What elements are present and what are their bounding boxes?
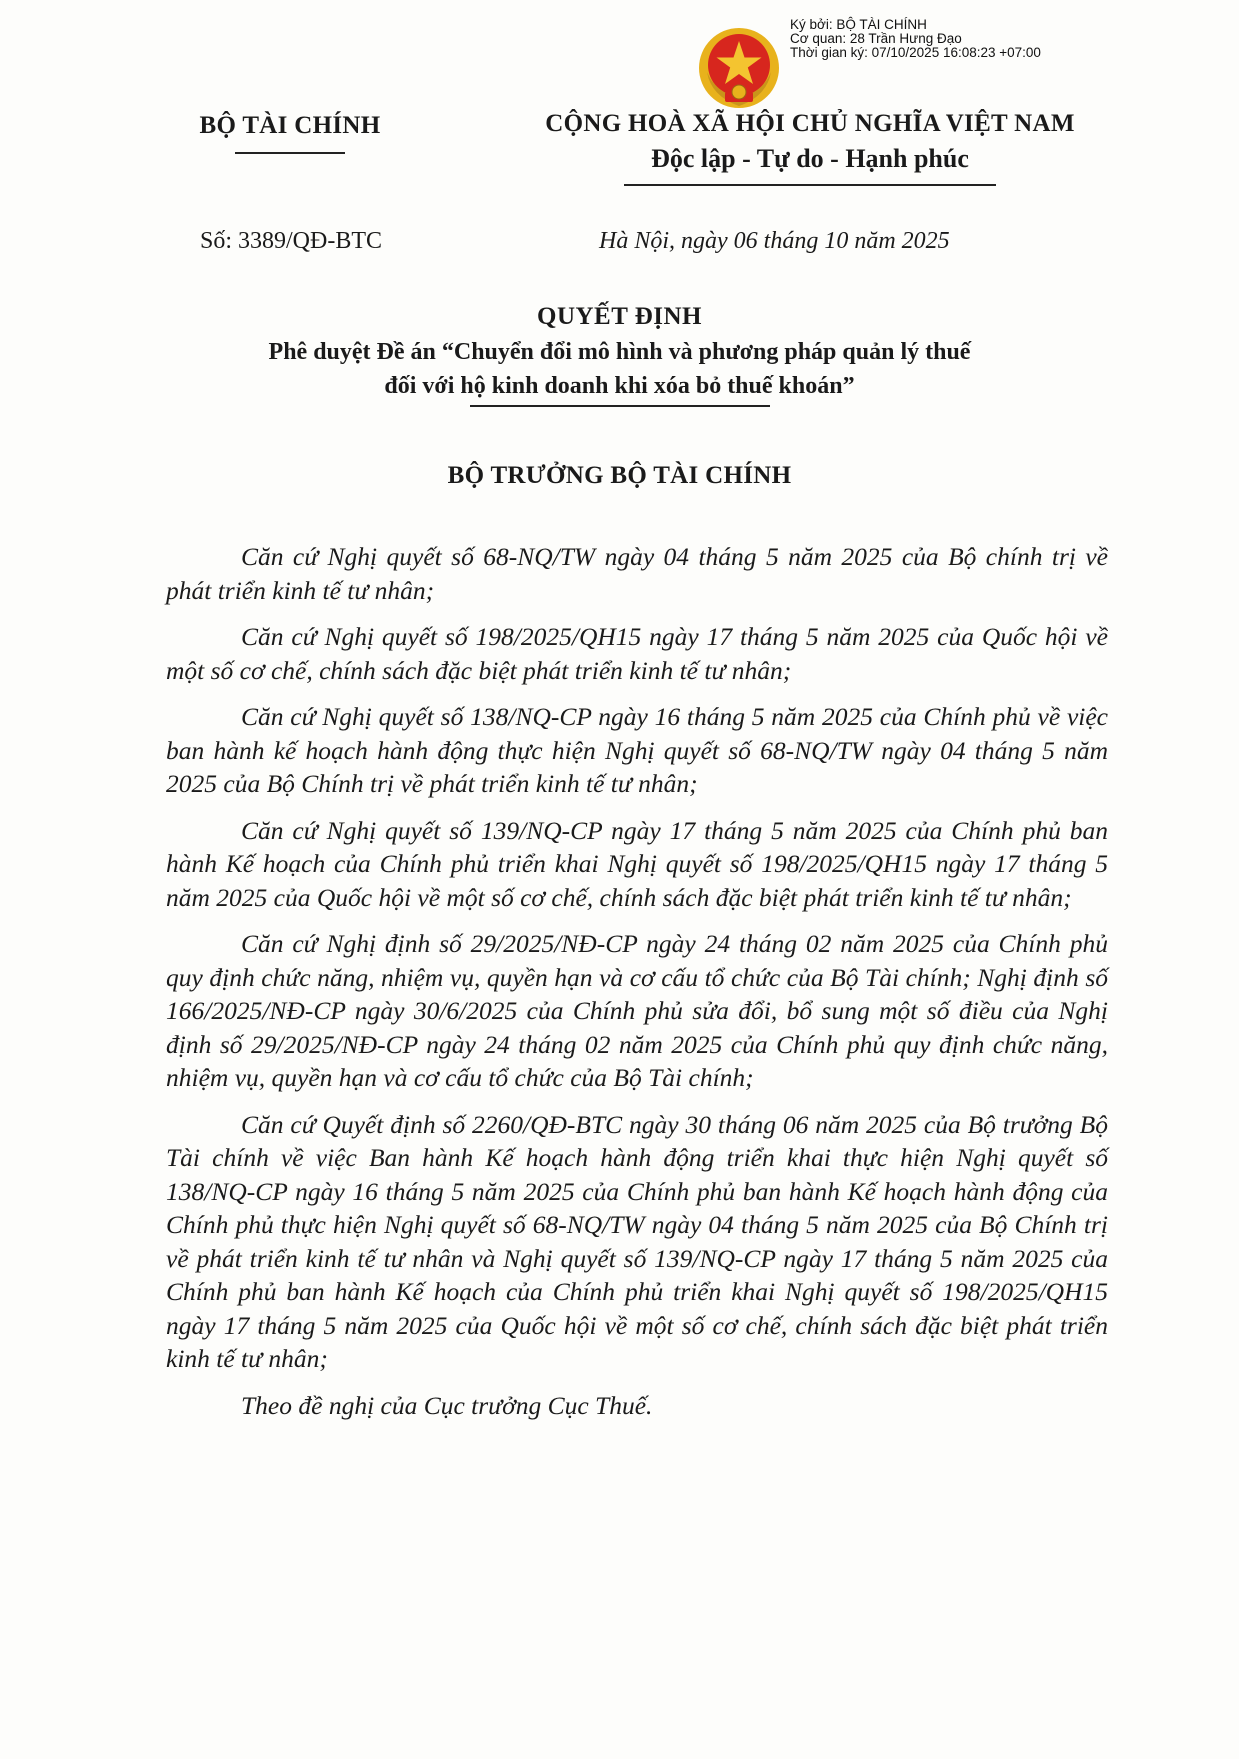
document-type: QUYẾT ĐỊNH: [537, 303, 702, 330]
legal-basis-paragraph: Căn cứ Nghị định số 29/2025/NĐ-CP ngày 24 tháng 02 năm 2025 của Chính phủ quy định chức năng, nhiệm vụ, quyền hạn và cơ cấu tổ chức của Bộ Tài chính; Nghị định số 166/2025/NĐ-CP ngày 30/6/2025 của Chính phủ sửa đổi, bổ sung một số điều của Nghị định số 29/2025/NĐ-CP ngày 24 tháng 02 năm 2025 của Chính phủ quy định chức năng, nhiệm vụ, quyền hạn và cơ cấu tổ chức của Bộ Tài chính;: [166, 929, 1108, 1092]
motto-underline: [624, 184, 996, 186]
signature-signer: Ký bởi: BỘ TÀI CHÍNH: [790, 17, 927, 32]
subject-line-2: đối với hộ kinh doanh khi xóa bỏ thuế khoán”: [384, 373, 855, 399]
place-and-date: Hà Nội, ngày 06 tháng 10 năm 2025: [599, 228, 950, 254]
national-motto: Độc lập - Tự do - Hạnh phúc: [651, 144, 969, 173]
subject-underline: [470, 405, 770, 407]
nation-name: CỘNG HOÀ XÃ HỘI CHỦ NGHĨA VIỆT NAM: [545, 110, 1075, 137]
legal-basis-paragraph: Căn cứ Nghị quyết số 198/2025/QH15 ngày 17 tháng 5 năm 2025 của Quốc hội về một số cơ chế, chính sách đặc biệt phát triển kinh tế tư nhân;: [166, 622, 1108, 685]
issuing-authority: BỘ TRƯỞNG BỘ TÀI CHÍNH: [447, 462, 792, 489]
legal-basis-paragraph: Căn cứ Nghị quyết số 138/NQ-CP ngày 16 tháng 5 năm 2025 của Chính phủ về việc ban hành kế hoạch hành động thực hiện Nghị quyết số 68-NQ/TW ngày 04 tháng 5 năm 2025 của Bộ Chính trị về phát triển kinh tế tư nhân;: [166, 702, 1108, 798]
proposal-paragraph: Theo đề nghị của Cục trưởng Cục Thuế.: [241, 1390, 653, 1420]
legal-basis-section: [166, 540, 1108, 1435]
signature-agency: Cơ quan: 28 Trần Hưng Đạo: [790, 31, 962, 46]
signature-time: Thời gian ký: 07/10/2025 16:08:23 +07:00: [790, 45, 1041, 60]
national-header: [500, 110, 1120, 186]
document-subject: [150, 335, 1089, 403]
document-number: Số: 3389/QĐ-BTC: [200, 228, 383, 254]
vietnam-national-emblem-icon: [693, 22, 785, 114]
issuer-name: BỘ TÀI CHÍNH: [199, 112, 381, 139]
legal-basis-paragraph: Căn cứ Nghị quyết số 139/NQ-CP ngày 17 tháng 5 năm 2025 của Chính phủ ban hành Kế hoạch của Chính phủ triển khai Nghị quyết số 198/2025/QH15 ngày 17 tháng 5 năm 2025 của Quốc hội về một số cơ chế, chính sách đặc biệt phát triển kinh tế tư nhân;: [166, 815, 1108, 912]
legal-basis-paragraph: Căn cứ Quyết định số 2260/QĐ-BTC ngày 30 tháng 06 năm 2025 của Bộ trưởng Bộ Tài chính về việc Ban hành Kế hoạch hành động triển khai thực hiện Nghị quyết số 138/NQ-CP ngày 16 tháng 5 năm 2025 của Chính phủ ban hành Kế hoạch hành động của Chính phủ thực hiện Nghị quyết số 68-NQ/TW ngày 04 tháng 5 năm 2025 của Bộ Chính trị về phát triển kinh tế tư nhân và Nghị quyết số 139/NQ-CP ngày 17 tháng 5 năm 2025 của Chính phủ ban hành Kế hoạch của Chính phủ triển khai Nghị quyết số 198/2025/QH15 ngày 17 tháng 5 năm 2025 của Quốc hội về một số cơ chế, chính sách đặc biệt phát triển kinh tế tư nhân;: [166, 1109, 1108, 1373]
subject-line-1: Phê duyệt Đề án “Chuyển đổi mô hình và phương pháp quản lý thuế: [268, 339, 971, 365]
issuer-underline: [235, 152, 345, 154]
document-title: [150, 303, 1089, 407]
legal-basis-paragraph: Căn cứ Nghị quyết số 68-NQ/TW ngày 04 tháng 5 năm 2025 của Bộ chính trị về phát triển kinh tế tư nhân;: [166, 542, 1108, 605]
issuer-block: [150, 112, 430, 154]
digital-signature-info: [790, 18, 1041, 60]
